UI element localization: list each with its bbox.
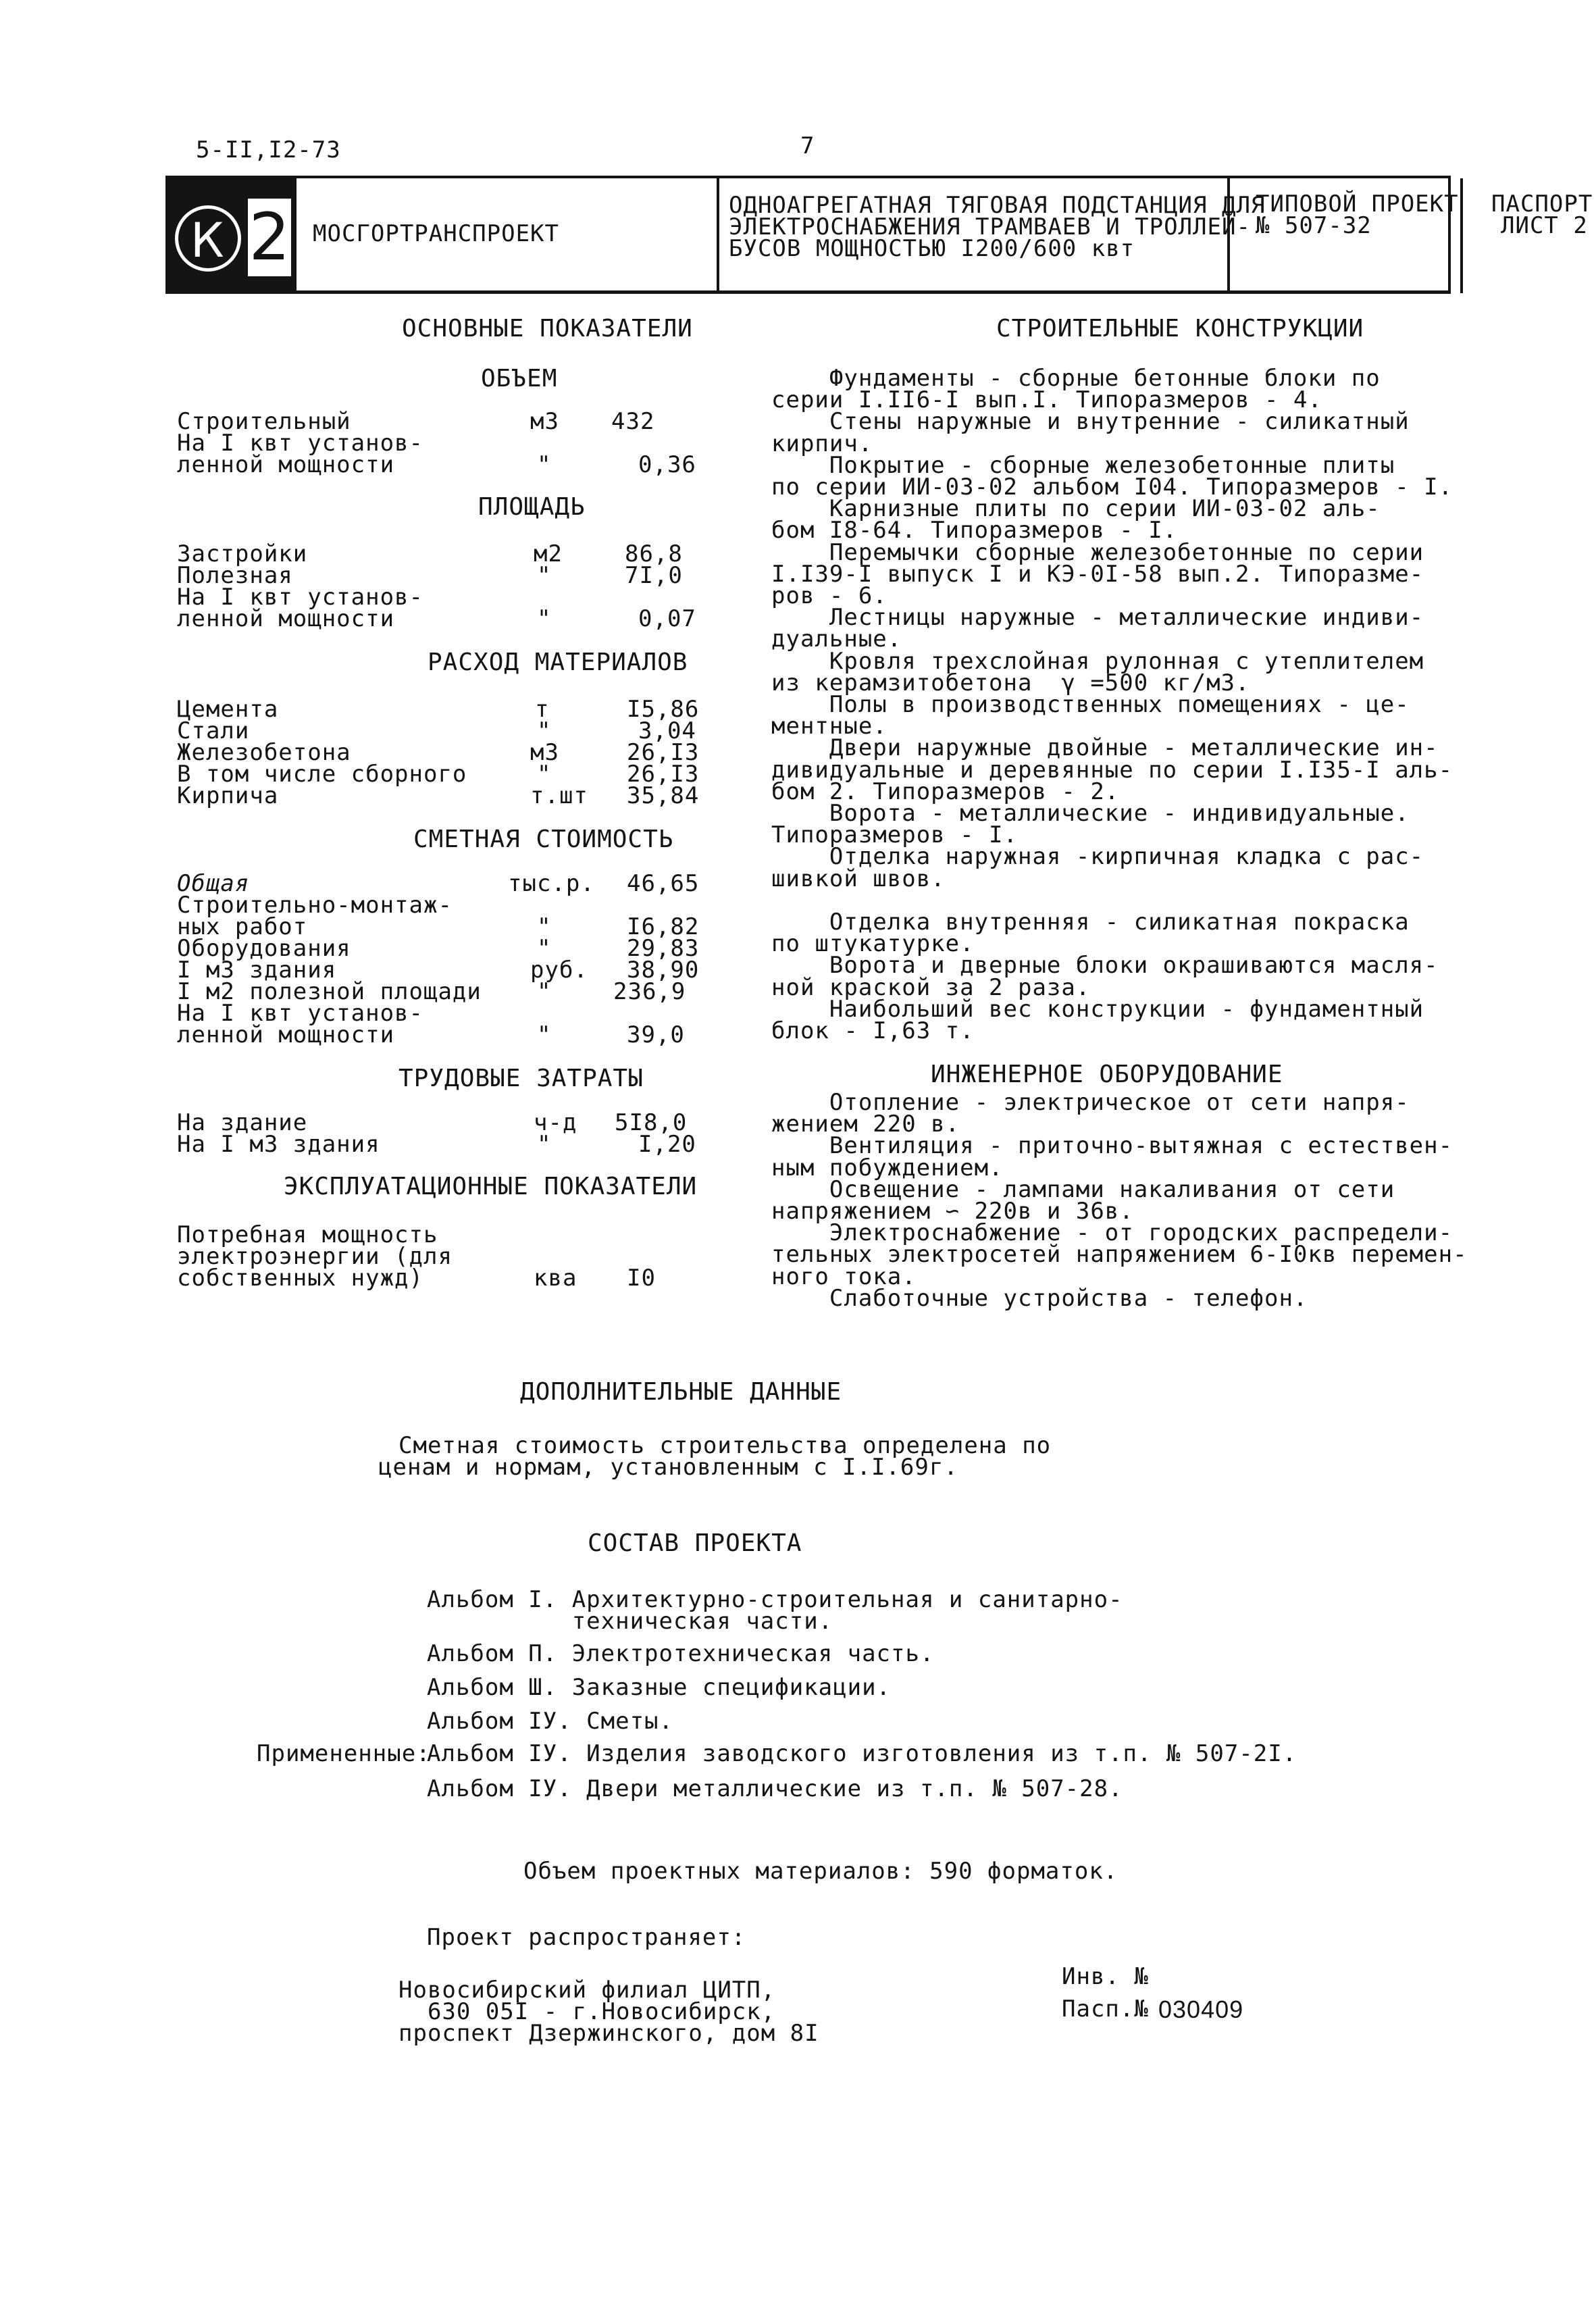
materials-unit: " (537, 761, 552, 788)
cost-value: 236,9 (613, 978, 686, 1005)
text-line: Перемычки сборные железобетонные по серии (771, 538, 1424, 566)
materials-unit: м3 (530, 739, 559, 766)
cost-label: ных работ (177, 913, 308, 940)
text-line: жением 220 в. (771, 1111, 960, 1138)
sheet-line-2: ЛИСТ 2 (1501, 212, 1588, 239)
distribution-label: Проект распространяет: (427, 1924, 746, 1951)
text-line: из керамзитобетона γ =500 кг/м3. (771, 669, 1250, 696)
additional-line-1: Сметная стоимость строительства определена по (398, 1432, 1052, 1459)
composition-heading: СОСТАВ ПРОЕКТА (588, 1529, 802, 1557)
volume-heading: ОБЪЕМ (481, 365, 558, 392)
labor-heading: ТРУДОВЫЕ ЗАТРАТЫ (398, 1065, 644, 1092)
engineering-heading: ИНЖЕНЕРНОЕ ОБОРУДОВАНИЕ (931, 1061, 1283, 1088)
text-line: ным побуждением. (771, 1154, 1004, 1181)
project-title-line-1: ОДНОАГРЕГАТНАЯ ТЯГОВАЯ ПОДСТАНЦИЯ ДЛЯ (729, 192, 1266, 219)
text-line: Двери наружные двойные - металлические ин- (771, 734, 1439, 762)
list-item: Альбом IУ. Двери металлические из т.п. № 507-28. (427, 1775, 1123, 1802)
project-title-cell (719, 178, 1266, 293)
labor-unit: ч-д (534, 1109, 577, 1136)
text-line: напряжением ∽ 220в и 36в. (771, 1198, 1134, 1225)
volume-unit: " (537, 451, 552, 478)
list-item: Альбом П. Электротехническая часть. (427, 1640, 935, 1667)
text-line: Вентиляция - приточно-вытяжная с естествен- (771, 1132, 1453, 1160)
cost-unit: тыс.р. (508, 870, 595, 897)
materials-label: Кирпича (177, 782, 279, 809)
cost-label: Общая (177, 870, 250, 897)
project-title-line-3: БУСОВ МОЩНОСТЬЮ I200/600 квт (729, 235, 1135, 262)
passport-label: Пасп.№ (1062, 1996, 1149, 2023)
organization-name: МОСГОРТРАНСПРОЕКТ (313, 220, 559, 247)
text-line: блок - I,63 т. (771, 1017, 975, 1044)
operation-heading: ЭКСПЛУАТАЦИОННЫЕ ПОКАЗАТЕЛИ (284, 1173, 698, 1200)
operation-label: Потребная мощность (177, 1221, 438, 1248)
text-line: бом 2. Типоразмеров - 2. (771, 778, 1120, 805)
operation-label: электроэнергии (для (177, 1243, 453, 1270)
cost-value: I6,82 (627, 913, 700, 940)
volume-row: Строительный (177, 408, 351, 435)
cost-label: ленной мощности (177, 1021, 395, 1048)
text-line: Покрытие - сборные железобетонные плиты (771, 451, 1395, 479)
cost-unit: " (537, 935, 552, 962)
list-item: Альбом IУ. Изделия заводского изготовления из т.п. № 507-2I. (427, 1740, 1297, 1767)
materials-value: 26,I3 (627, 761, 700, 788)
area-label: Застройки (177, 540, 308, 567)
cost-unit: " (537, 978, 552, 1005)
area-heading: ПЛОЩАДЬ (478, 493, 586, 521)
address-line-2: 630 05I - г.Новосибирск, (398, 1998, 776, 2025)
text-line: Слаботочные устройства - телефон. (771, 1284, 1308, 1312)
cost-label: Оборудования (177, 935, 351, 962)
materials-heading: РАСХОД МАТЕРИАЛОВ (428, 649, 688, 676)
passport-number: 030409 (1158, 1996, 1244, 2023)
text-line: ной краской за 2 раза. (771, 973, 1091, 1001)
text-line: Ворота и дверные блоки окрашиваются масля- (771, 952, 1439, 980)
text-line: Лестницы наружные - металлические индиви- (771, 604, 1424, 632)
labor-label: На I м3 здания (177, 1131, 380, 1158)
document-code: 5-II,I2-73 (196, 136, 341, 163)
materials-label: Стали (177, 717, 250, 744)
labor-value: I,20 (638, 1131, 696, 1158)
area-value: 86,8 (625, 540, 683, 567)
project-type-cell (1230, 178, 1463, 293)
text-line: Фундаменты - сборные бетонные блоки по (771, 365, 1381, 392)
text-line: ментные. (771, 713, 887, 740)
address-line-1: Новосибирский филиал ЦИТП, (398, 1977, 776, 2004)
volume-row: На I квт установ- (177, 430, 423, 457)
volume-value: 432 (611, 408, 655, 435)
logo-cell (168, 178, 297, 293)
text-line: ного тока. (771, 1263, 917, 1290)
list-item: Альбом Ш. Заказные спецификации. (427, 1674, 892, 1701)
project-type-line-2: № 507-32 (1256, 212, 1372, 239)
area-label: ленной мощности (177, 605, 395, 632)
labor-value: 5I8,0 (615, 1109, 688, 1136)
sheet-cell (1463, 178, 1596, 293)
sheet-line-1: ПАСПОРТ (1491, 190, 1593, 218)
text-line: тельных электросетей напряжением 6-I0кв перемен- (771, 1241, 1468, 1269)
text-line: Отделка наружная -кирпичная кладка с рас- (771, 843, 1424, 871)
materials-label: Железобетона (177, 739, 351, 766)
text-line: по серии ИИ-03-02 альбом I04. Типоразмеров - I. (771, 474, 1453, 501)
address-line-3: проспект Дзержинского, дом 8I (398, 2020, 819, 2047)
area-unit: м2 (534, 540, 563, 567)
cost-value: 38,90 (627, 957, 700, 984)
operation-unit: ква (534, 1265, 577, 1292)
labor-unit: " (537, 1131, 552, 1158)
materials-unit: т.шт (530, 782, 588, 809)
text-line: дуальные. (771, 626, 902, 653)
cost-value: 29,83 (627, 935, 700, 962)
logo-number: 2 (249, 199, 290, 275)
text-line: I.I39-I выпуск I и КЭ-0I-58 вып.2. Типоразме- (771, 560, 1424, 588)
project-type-line-1: ТИПОВОЙ ПРОЕКТ (1256, 190, 1459, 218)
cost-label: I м2 полезной площади (177, 978, 482, 1005)
cost-label: I м3 здания (177, 957, 337, 984)
text-line: Электроснабжение - от городских распредели- (771, 1219, 1453, 1247)
materials-label: Цемента (177, 696, 279, 723)
text-line: ров - 6. (771, 582, 887, 609)
labor-label: На здание (177, 1109, 308, 1136)
page-number: 7 (800, 132, 815, 159)
area-value: 7I,0 (625, 562, 683, 589)
volume-unit: м3 (530, 408, 559, 435)
indicators-heading: ОСНОВНЫЕ ПОКАЗАТЕЛИ (402, 315, 693, 342)
materials-unit: " (537, 717, 552, 744)
cost-label: Строительно-монтаж- (177, 892, 453, 919)
cost-unit: руб. (530, 957, 588, 984)
text-line: дивидуальные и деревянные по серии I.I35-I аль- (771, 756, 1453, 784)
materials-label: В том числе сборного (177, 761, 467, 788)
inventory-label: Инв. № (1062, 1963, 1149, 1990)
text-line: по штукатурке. (771, 930, 975, 958)
volume-note: Объем проектных материалов: 590 форматок. (523, 1858, 1118, 1885)
text-line: кирпич. (771, 430, 873, 457)
title-block-divider (165, 290, 1451, 294)
list-item: Альбом I. Архитектурно-строительная и санитарно- (427, 1586, 1123, 1613)
additional-heading: ДОПОЛНИТЕЛЬНЫЕ ДАННЫЕ (520, 1378, 842, 1406)
operation-label: собственных нужд) (177, 1265, 423, 1292)
organization-cell (297, 178, 719, 293)
area-label: Полезная (177, 562, 293, 589)
cost-heading: СМЕТНАЯ СТОИМОСТЬ (413, 825, 674, 853)
list-item-prefix: Примененные: (257, 1740, 431, 1767)
cost-label: На I квт установ- (177, 1000, 423, 1027)
text-line: Карнизные плиты по серии ИИ-03-02 аль- (771, 495, 1381, 523)
materials-unit: т (535, 696, 550, 723)
construction-heading: СТРОИТЕЛЬНЫЕ КОНСТРУКЦИИ (996, 315, 1364, 342)
text-line: Наибольший вес конструкции - фундаментный (771, 995, 1424, 1023)
text-line: Ворота - металлические - индивидуальные. (771, 800, 1410, 827)
list-item: техническая части. (427, 1608, 833, 1635)
cost-value: 39,0 (627, 1021, 685, 1048)
project-title-line-2: ЭЛЕКТРОСНАБЖЕНИЯ ТРАМВАЕВ И ТРОЛЛЕЙ- (729, 213, 1251, 240)
area-unit: " (537, 562, 552, 589)
text-line: Освещение - лампами накаливания от сети (771, 1175, 1395, 1203)
cost-unit: " (537, 913, 552, 940)
text-line: Стены наружные и внутренние - силикатный (771, 408, 1410, 436)
materials-value: 3,04 (638, 717, 696, 744)
text-line: Отопление - электрическое от сети напря- (771, 1089, 1410, 1116)
title-block (165, 176, 1593, 293)
text-line: Типоразмеров - I. (771, 821, 1018, 849)
materials-value: 26,I3 (627, 739, 700, 766)
materials-value: 35,84 (627, 782, 700, 809)
cost-value: 46,65 (627, 870, 700, 897)
text-line: Кровля трехслойная рулонная с утеплителем (771, 647, 1424, 675)
additional-line-2: ценам и нормам, установленным с I.I.69г. (378, 1454, 958, 1481)
text-line: серии I.II6-I вып.I. Типоразмеров - 4. (771, 386, 1322, 414)
area-unit: " (537, 605, 552, 632)
cost-unit: " (537, 1021, 552, 1048)
text-line: Полы в производственных помещениях - це- (771, 691, 1410, 718)
text-line: бом I8-64. Типоразмеров - I. (771, 517, 1178, 544)
sk-circle-logo-icon: К (175, 205, 241, 272)
materials-value: I5,86 (627, 696, 700, 723)
area-value: 0,07 (638, 605, 696, 632)
text-line: шивкой швов. (771, 865, 946, 892)
operation-value: I0 (627, 1265, 656, 1292)
volume-row: ленной мощности (177, 451, 395, 478)
list-item: Альбом IУ. Сметы. (427, 1708, 673, 1735)
text-line: Отделка внутренняя - силикатная покраска (771, 909, 1410, 936)
volume-value: 0,36 (638, 451, 696, 478)
area-label: На I квт установ- (177, 584, 423, 611)
